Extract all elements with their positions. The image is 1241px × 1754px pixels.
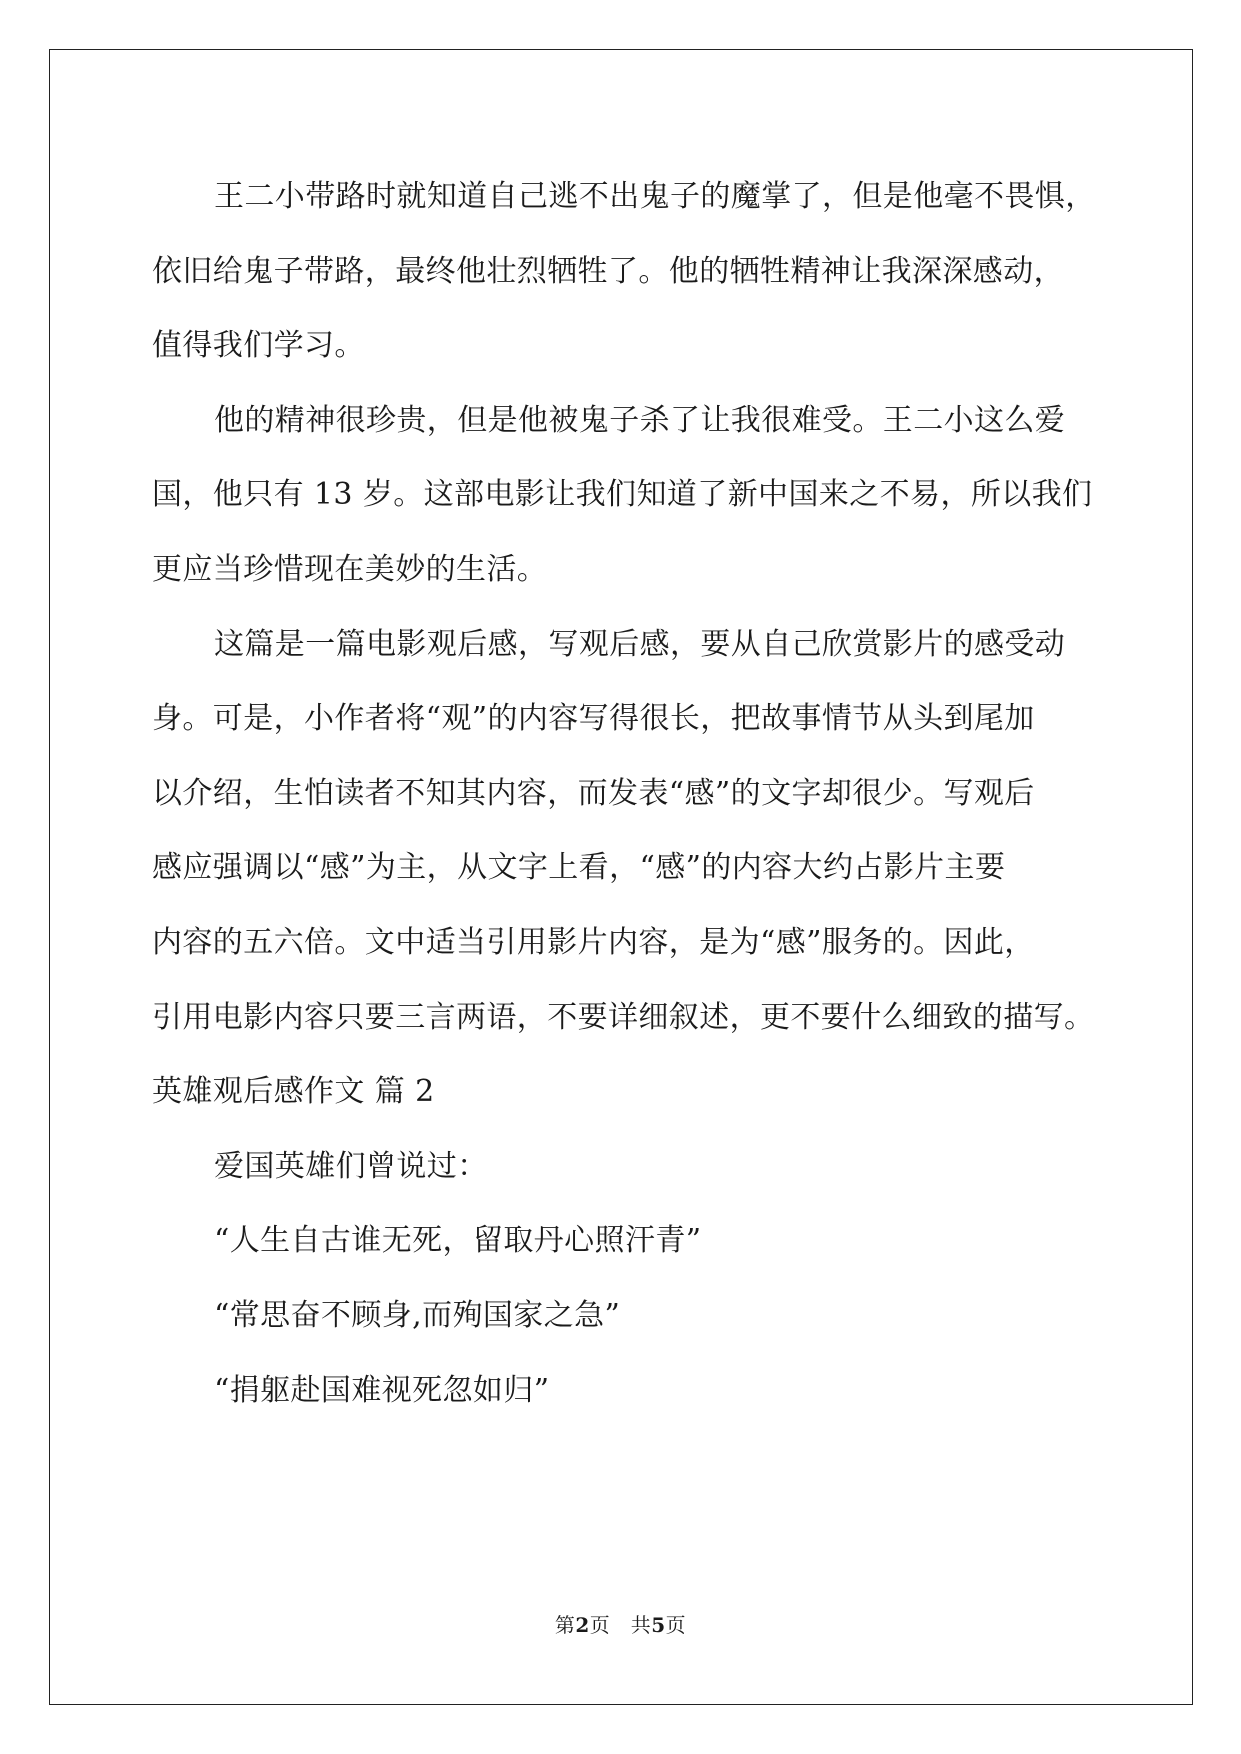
quote-line: “捐躯赴国难视死忽如归”	[214, 1372, 550, 1408]
intro-line: 爱国英雄们曾说过：	[214, 1148, 488, 1184]
text-line: 以介绍，生怕读者不知其内容，而发表“感”的文字却很少。写观后	[152, 775, 1035, 811]
paragraph-1	[152, 160, 1096, 384]
text-line: 内容的五六倍。文中适当引用影片内容，是为“感”服务的。因此，	[152, 924, 1035, 960]
total-page-number: 5	[651, 1613, 666, 1637]
text-line: 更应当珍惜现在美妙的生活。	[152, 551, 548, 587]
text-line: 这篇是一篇电影观后感，写观后感，要从自己欣赏影片的感受动	[214, 626, 1066, 662]
text-line: 感应强调以“感”为主，从文字上看，“感”的内容大约占影片主要	[152, 850, 1006, 886]
text-line: 国，他只有 13 岁。这部电影让我们知道了新中国来之不易，所以我们	[152, 477, 1093, 513]
text-line: 王二小带路时就知道自己逃不出鬼子的魔掌了，但是他毫不畏惧，	[214, 179, 1096, 214]
text-line: 引用电影内容只要三言两语，不要详细叙述，更不要什么细致的描写。	[152, 999, 1095, 1035]
quote-line: “人生自古谁无死，留取丹心照汗青”	[214, 1223, 702, 1259]
paragraph-3	[152, 608, 1095, 1056]
footer-middle: 页 共	[589, 1613, 652, 1637]
text-line: 他的精神很珍贵，但是他被鬼子杀了让我很难受。王二小这么爱	[214, 402, 1066, 438]
document-body	[152, 160, 1096, 1428]
footer-prefix: 第	[554, 1613, 576, 1637]
quote-line: “常思奋不顾身,而殉国家之急”	[214, 1297, 621, 1333]
section-heading: 英雄观后感作文 篇 2	[152, 1074, 435, 1110]
footer-suffix: 页	[665, 1613, 687, 1637]
text-line: 值得我们学习。	[152, 328, 365, 364]
text-line: 依旧给鬼子带路，最终他壮烈牺牲了。他的牺牲精神让我深深感动，	[152, 253, 1064, 289]
text-line: 身。可是，小作者将“观”的内容写得很长，把故事情节从头到尾加	[152, 701, 1035, 737]
current-page-number: 2	[575, 1613, 590, 1637]
paragraph-2	[152, 384, 1092, 608]
page-footer	[0, 1609, 1241, 1638]
